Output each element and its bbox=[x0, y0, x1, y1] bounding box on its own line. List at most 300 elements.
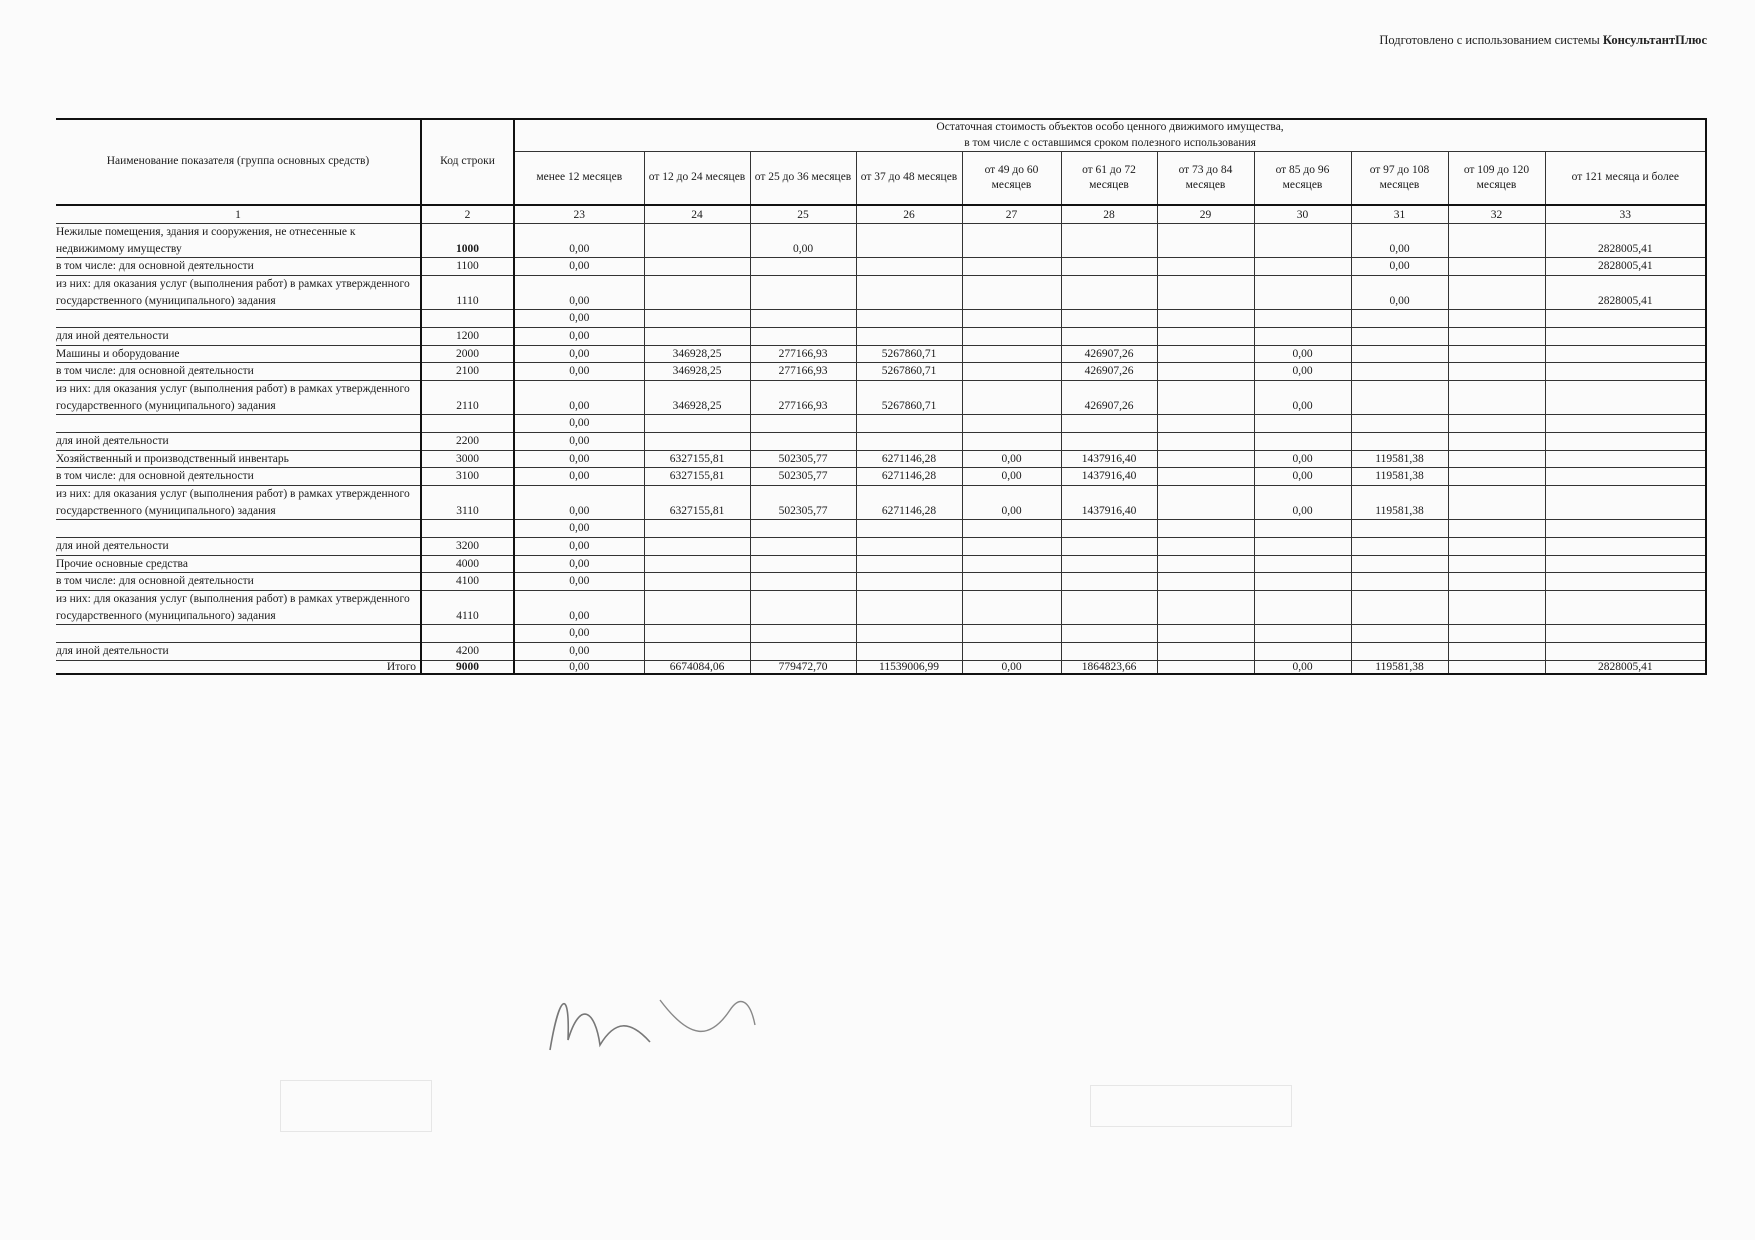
period-header: от 37 до 48 месяцев bbox=[856, 152, 962, 206]
value-cell: 6271146,28 bbox=[856, 486, 962, 520]
column-number: 31 bbox=[1351, 205, 1448, 224]
value-cell bbox=[1254, 573, 1351, 591]
value-cell: 6271146,28 bbox=[856, 450, 962, 468]
value-cell bbox=[644, 415, 750, 433]
value-cell: 502305,77 bbox=[750, 468, 856, 486]
total-value-cell: 1864823,66 bbox=[1061, 660, 1157, 674]
value-cell: 0,00 bbox=[962, 468, 1061, 486]
value-cell bbox=[1351, 328, 1448, 346]
value-cell: 426907,26 bbox=[1061, 345, 1157, 363]
table-row bbox=[56, 258, 1706, 276]
column-number: 32 bbox=[1448, 205, 1545, 224]
value-cell: 6327155,81 bbox=[644, 468, 750, 486]
value-cell bbox=[1157, 486, 1254, 520]
value-cell: 119581,38 bbox=[1351, 468, 1448, 486]
value-cell: 0,00 bbox=[1254, 345, 1351, 363]
value-cell: 119581,38 bbox=[1351, 450, 1448, 468]
value-cell bbox=[1545, 381, 1706, 415]
table-row bbox=[56, 363, 1706, 381]
period-header: от 97 до 108 месяцев bbox=[1351, 152, 1448, 206]
period-header: от 25 до 36 месяцев bbox=[750, 152, 856, 206]
period-header: от 73 до 84 месяцев bbox=[1157, 152, 1254, 206]
row-code bbox=[421, 520, 514, 538]
row-code: 1200 bbox=[421, 328, 514, 346]
value-cell bbox=[1254, 258, 1351, 276]
value-cell bbox=[1545, 450, 1706, 468]
value-cell bbox=[1545, 573, 1706, 591]
total-label: Итого bbox=[56, 660, 421, 674]
value-cell bbox=[1545, 486, 1706, 520]
value-cell bbox=[1061, 625, 1157, 643]
row-name bbox=[56, 310, 421, 328]
group-header-line1: Остаточная стоимость объектов особо ценного движимого имущества, bbox=[936, 121, 1284, 133]
value-cell bbox=[962, 520, 1061, 538]
total-value-cell: 6674084,06 bbox=[644, 660, 750, 674]
period-header: от 61 до 72 месяцев bbox=[1061, 152, 1157, 206]
value-cell bbox=[750, 625, 856, 643]
value-cell bbox=[750, 258, 856, 276]
value-cell bbox=[1448, 591, 1545, 625]
value-cell: 0,00 bbox=[1254, 363, 1351, 381]
table-row bbox=[56, 538, 1706, 556]
value-cell bbox=[1448, 328, 1545, 346]
value-cell bbox=[1448, 450, 1545, 468]
table-row bbox=[56, 555, 1706, 573]
value-cell bbox=[1157, 450, 1254, 468]
value-cell: 0,00 bbox=[1254, 381, 1351, 415]
value-cell bbox=[1448, 276, 1545, 310]
value-cell bbox=[962, 328, 1061, 346]
row-name: для иной деятельности bbox=[56, 643, 421, 661]
row-code: 3000 bbox=[421, 450, 514, 468]
table-row bbox=[56, 468, 1706, 486]
value-cell: 277166,93 bbox=[750, 345, 856, 363]
value-cell bbox=[856, 258, 962, 276]
value-cell bbox=[1448, 258, 1545, 276]
value-cell bbox=[1061, 643, 1157, 661]
value-cell bbox=[1157, 433, 1254, 451]
value-cell: 0,00 bbox=[514, 486, 644, 520]
value-cell bbox=[1448, 345, 1545, 363]
value-cell bbox=[1157, 643, 1254, 661]
row-code: 3110 bbox=[421, 486, 514, 520]
table-row bbox=[56, 643, 1706, 661]
value-cell bbox=[1351, 625, 1448, 643]
report-body bbox=[56, 205, 1706, 674]
value-cell bbox=[962, 573, 1061, 591]
row-code bbox=[421, 625, 514, 643]
total-code: 9000 bbox=[421, 660, 514, 674]
row-code: 3100 bbox=[421, 468, 514, 486]
value-cell bbox=[1351, 363, 1448, 381]
value-cell: 0,00 bbox=[1254, 450, 1351, 468]
value-cell bbox=[1254, 555, 1351, 573]
value-cell bbox=[644, 573, 750, 591]
value-cell bbox=[1545, 520, 1706, 538]
value-cell: 0,00 bbox=[514, 433, 644, 451]
row-name: для иной деятельности bbox=[56, 328, 421, 346]
note-prefix: Подготовлено с использованием системы bbox=[1379, 33, 1600, 47]
total-value-cell: 779472,70 bbox=[750, 660, 856, 674]
value-cell bbox=[1157, 625, 1254, 643]
row-name bbox=[56, 415, 421, 433]
value-cell bbox=[1448, 486, 1545, 520]
value-cell bbox=[1061, 258, 1157, 276]
value-cell bbox=[1448, 381, 1545, 415]
value-cell bbox=[1157, 468, 1254, 486]
value-cell bbox=[1448, 573, 1545, 591]
value-cell bbox=[1448, 224, 1545, 258]
row-name: для иной деятельности bbox=[56, 433, 421, 451]
value-cell bbox=[1351, 433, 1448, 451]
row-name: из них: для оказания услуг (выполнения работ) в рамках утвержденного государственного (муниципального) задания bbox=[56, 486, 421, 520]
row-name: в том числе: для основной деятельности bbox=[56, 573, 421, 591]
value-cell bbox=[1448, 468, 1545, 486]
row-code: 4200 bbox=[421, 643, 514, 661]
note-brand: КонсультантПлюс bbox=[1602, 33, 1707, 47]
value-cell bbox=[1061, 310, 1157, 328]
value-cell bbox=[1351, 345, 1448, 363]
value-cell bbox=[1351, 310, 1448, 328]
value-cell bbox=[1351, 573, 1448, 591]
value-cell bbox=[856, 573, 962, 591]
table-row bbox=[56, 224, 1706, 258]
value-cell bbox=[1061, 276, 1157, 310]
value-cell bbox=[1545, 538, 1706, 556]
value-cell bbox=[750, 643, 856, 661]
value-cell bbox=[856, 520, 962, 538]
row-code: 1100 bbox=[421, 258, 514, 276]
table-row bbox=[56, 310, 1706, 328]
value-cell bbox=[856, 328, 962, 346]
row-name: Машины и оборудование bbox=[56, 345, 421, 363]
value-cell bbox=[962, 224, 1061, 258]
column-number: 2 bbox=[421, 205, 514, 224]
value-cell bbox=[644, 643, 750, 661]
row-code: 1000 bbox=[421, 224, 514, 258]
row-code: 4110 bbox=[421, 591, 514, 625]
value-cell bbox=[1448, 555, 1545, 573]
period-header: от 109 до 120 месяцев bbox=[1448, 152, 1545, 206]
value-cell bbox=[644, 258, 750, 276]
total-value-cell: 11539006,99 bbox=[856, 660, 962, 674]
value-cell bbox=[1061, 538, 1157, 556]
row-code bbox=[421, 415, 514, 433]
total-value-cell: 0,00 bbox=[1254, 660, 1351, 674]
value-cell bbox=[1448, 310, 1545, 328]
value-cell bbox=[1157, 310, 1254, 328]
value-cell bbox=[1448, 625, 1545, 643]
value-cell bbox=[750, 538, 856, 556]
value-cell bbox=[856, 276, 962, 310]
value-cell: 0,00 bbox=[514, 450, 644, 468]
row-name: в том числе: для основной деятельности bbox=[56, 468, 421, 486]
row-name: в том числе: для основной деятельности bbox=[56, 258, 421, 276]
column-number: 29 bbox=[1157, 205, 1254, 224]
value-cell: 6271146,28 bbox=[856, 468, 962, 486]
value-cell bbox=[1157, 345, 1254, 363]
value-cell: 0,00 bbox=[514, 520, 644, 538]
value-cell: 0,00 bbox=[1351, 276, 1448, 310]
row-name: Нежилые помещения, здания и сооружения, не отнесенные к недвижимому имуществу bbox=[56, 224, 421, 258]
value-cell: 346928,25 bbox=[644, 345, 750, 363]
value-cell bbox=[1061, 415, 1157, 433]
column-number: 28 bbox=[1061, 205, 1157, 224]
value-cell: 0,00 bbox=[514, 468, 644, 486]
value-cell bbox=[750, 555, 856, 573]
period-header: от 12 до 24 месяцев bbox=[644, 152, 750, 206]
value-cell: 1437916,40 bbox=[1061, 450, 1157, 468]
value-cell bbox=[1254, 415, 1351, 433]
value-cell bbox=[644, 591, 750, 625]
value-cell bbox=[1157, 328, 1254, 346]
value-cell bbox=[1061, 591, 1157, 625]
row-code: 4000 bbox=[421, 555, 514, 573]
value-cell bbox=[750, 328, 856, 346]
value-cell bbox=[856, 643, 962, 661]
value-cell: 5267860,71 bbox=[856, 363, 962, 381]
value-cell bbox=[1157, 591, 1254, 625]
period-header: от 85 до 96 месяцев bbox=[1254, 152, 1351, 206]
value-cell: 0,00 bbox=[514, 224, 644, 258]
value-cell: 2828005,41 bbox=[1545, 276, 1706, 310]
value-cell: 426907,26 bbox=[1061, 363, 1157, 381]
column-number: 30 bbox=[1254, 205, 1351, 224]
consultant-plus-note bbox=[1379, 33, 1707, 48]
value-cell: 0,00 bbox=[962, 450, 1061, 468]
value-cell bbox=[1545, 363, 1706, 381]
column-number: 26 bbox=[856, 205, 962, 224]
value-cell: 0,00 bbox=[514, 415, 644, 433]
period-header: от 49 до 60 месяцев bbox=[962, 152, 1061, 206]
value-cell bbox=[1061, 328, 1157, 346]
row-name: Прочие основные средства bbox=[56, 555, 421, 573]
total-value-cell bbox=[1448, 660, 1545, 674]
row-code: 2100 bbox=[421, 363, 514, 381]
value-cell bbox=[1448, 363, 1545, 381]
value-cell bbox=[1254, 433, 1351, 451]
value-cell bbox=[962, 258, 1061, 276]
value-cell bbox=[962, 381, 1061, 415]
value-cell bbox=[962, 433, 1061, 451]
value-cell bbox=[644, 555, 750, 573]
row-name: для иной деятельности bbox=[56, 538, 421, 556]
value-cell: 0,00 bbox=[514, 363, 644, 381]
column-number-row bbox=[56, 205, 1706, 224]
table-row bbox=[56, 433, 1706, 451]
row-code bbox=[421, 310, 514, 328]
value-cell bbox=[1254, 310, 1351, 328]
value-cell bbox=[1157, 415, 1254, 433]
table-row bbox=[56, 520, 1706, 538]
total-row bbox=[56, 660, 1706, 674]
value-cell bbox=[1254, 538, 1351, 556]
value-cell bbox=[644, 433, 750, 451]
value-cell bbox=[856, 224, 962, 258]
value-cell bbox=[1157, 258, 1254, 276]
value-cell bbox=[1061, 224, 1157, 258]
value-cell bbox=[1157, 381, 1254, 415]
total-value-cell: 0,00 bbox=[962, 660, 1061, 674]
value-cell: 502305,77 bbox=[750, 450, 856, 468]
column-number: 24 bbox=[644, 205, 750, 224]
value-cell bbox=[1351, 381, 1448, 415]
value-cell: 0,00 bbox=[1351, 224, 1448, 258]
period-header: от 121 месяца и более bbox=[1545, 152, 1706, 206]
value-cell: 0,00 bbox=[962, 486, 1061, 520]
row-name: из них: для оказания услуг (выполнения работ) в рамках утвержденного государственного (муниципального) задания bbox=[56, 381, 421, 415]
row-code: 4100 bbox=[421, 573, 514, 591]
value-cell: 1437916,40 bbox=[1061, 468, 1157, 486]
value-cell bbox=[962, 591, 1061, 625]
value-cell bbox=[1157, 555, 1254, 573]
value-cell: 0,00 bbox=[514, 381, 644, 415]
value-cell bbox=[856, 310, 962, 328]
value-cell bbox=[1061, 573, 1157, 591]
value-cell: 0,00 bbox=[514, 573, 644, 591]
value-cell bbox=[1157, 520, 1254, 538]
value-cell bbox=[856, 415, 962, 433]
value-cell: 0,00 bbox=[514, 328, 644, 346]
row-name bbox=[56, 625, 421, 643]
group-header-line2: в том числе с оставшимся сроком полезного использования bbox=[964, 136, 1256, 149]
value-cell: 426907,26 bbox=[1061, 381, 1157, 415]
value-cell: 0,00 bbox=[1351, 258, 1448, 276]
table-row bbox=[56, 573, 1706, 591]
value-cell bbox=[644, 328, 750, 346]
value-cell bbox=[750, 415, 856, 433]
show-through-mark bbox=[1090, 1085, 1292, 1127]
value-cell bbox=[1157, 538, 1254, 556]
value-cell bbox=[1254, 643, 1351, 661]
column-number: 23 bbox=[514, 205, 644, 224]
value-cell bbox=[750, 573, 856, 591]
value-cell bbox=[644, 224, 750, 258]
row-name: Хозяйственный и производственный инвентарь bbox=[56, 450, 421, 468]
value-cell bbox=[962, 625, 1061, 643]
row-name: из них: для оказания услуг (выполнения работ) в рамках утвержденного государственного (муниципального) задания bbox=[56, 276, 421, 310]
value-cell bbox=[1157, 224, 1254, 258]
value-cell: 277166,93 bbox=[750, 381, 856, 415]
column-number: 33 bbox=[1545, 205, 1706, 224]
value-cell bbox=[962, 363, 1061, 381]
value-cell bbox=[1545, 643, 1706, 661]
show-through-mark bbox=[280, 1080, 432, 1132]
value-cell: 0,00 bbox=[514, 345, 644, 363]
value-cell bbox=[1254, 625, 1351, 643]
total-value-cell bbox=[1157, 660, 1254, 674]
value-cell bbox=[750, 276, 856, 310]
value-cell bbox=[750, 591, 856, 625]
value-cell bbox=[1448, 643, 1545, 661]
row-name bbox=[56, 520, 421, 538]
value-cell: 277166,93 bbox=[750, 363, 856, 381]
row-code: 3200 bbox=[421, 538, 514, 556]
group-header bbox=[514, 119, 1706, 152]
row-code: 2000 bbox=[421, 345, 514, 363]
table-row bbox=[56, 591, 1706, 625]
value-cell bbox=[644, 276, 750, 310]
value-cell bbox=[962, 538, 1061, 556]
value-cell bbox=[1351, 555, 1448, 573]
value-cell bbox=[1157, 363, 1254, 381]
col-code-header: Код строки bbox=[421, 119, 514, 205]
table-row bbox=[56, 486, 1706, 520]
value-cell bbox=[962, 555, 1061, 573]
value-cell bbox=[1545, 555, 1706, 573]
value-cell bbox=[1254, 224, 1351, 258]
value-cell: 5267860,71 bbox=[856, 381, 962, 415]
value-cell bbox=[1351, 520, 1448, 538]
value-cell: 502305,77 bbox=[750, 486, 856, 520]
value-cell bbox=[1351, 538, 1448, 556]
value-cell bbox=[750, 433, 856, 451]
table-row bbox=[56, 276, 1706, 310]
total-value-cell: 0,00 bbox=[514, 660, 644, 674]
value-cell: 0,00 bbox=[1254, 468, 1351, 486]
value-cell: 0,00 bbox=[514, 258, 644, 276]
value-cell bbox=[1351, 643, 1448, 661]
report-table-wrapper bbox=[56, 118, 1706, 675]
table-row bbox=[56, 328, 1706, 346]
table-row bbox=[56, 381, 1706, 415]
value-cell: 346928,25 bbox=[644, 363, 750, 381]
column-number: 25 bbox=[750, 205, 856, 224]
value-cell: 0,00 bbox=[514, 310, 644, 328]
value-cell bbox=[1157, 276, 1254, 310]
total-value-cell: 2828005,41 bbox=[1545, 660, 1706, 674]
value-cell: 0,00 bbox=[514, 643, 644, 661]
value-cell: 1437916,40 bbox=[1061, 486, 1157, 520]
value-cell bbox=[1254, 276, 1351, 310]
value-cell bbox=[1254, 520, 1351, 538]
row-code: 1110 bbox=[421, 276, 514, 310]
value-cell: 6327155,81 bbox=[644, 486, 750, 520]
value-cell bbox=[856, 591, 962, 625]
value-cell bbox=[856, 555, 962, 573]
col-name-header: Наименование показателя (группа основных средств) bbox=[56, 119, 421, 205]
value-cell bbox=[644, 538, 750, 556]
value-cell bbox=[856, 538, 962, 556]
value-cell bbox=[1545, 328, 1706, 346]
report-table bbox=[56, 118, 1707, 675]
handwritten-signature bbox=[540, 980, 800, 1070]
value-cell bbox=[1351, 415, 1448, 433]
value-cell bbox=[1157, 573, 1254, 591]
row-name: в том числе: для основной деятельности bbox=[56, 363, 421, 381]
value-cell bbox=[1545, 310, 1706, 328]
table-row bbox=[56, 625, 1706, 643]
value-cell: 0,00 bbox=[514, 591, 644, 625]
value-cell: 5267860,71 bbox=[856, 345, 962, 363]
value-cell: 6327155,81 bbox=[644, 450, 750, 468]
value-cell bbox=[1448, 520, 1545, 538]
period-header: менее 12 месяцев bbox=[514, 152, 644, 206]
value-cell bbox=[856, 625, 962, 643]
value-cell bbox=[1061, 433, 1157, 451]
value-cell bbox=[1061, 520, 1157, 538]
value-cell bbox=[962, 643, 1061, 661]
value-cell bbox=[1254, 591, 1351, 625]
table-row bbox=[56, 415, 1706, 433]
value-cell bbox=[962, 415, 1061, 433]
value-cell bbox=[1545, 591, 1706, 625]
value-cell: 0,00 bbox=[1254, 486, 1351, 520]
value-cell bbox=[1351, 591, 1448, 625]
value-cell: 2828005,41 bbox=[1545, 224, 1706, 258]
value-cell: 0,00 bbox=[514, 555, 644, 573]
value-cell: 0,00 bbox=[514, 538, 644, 556]
